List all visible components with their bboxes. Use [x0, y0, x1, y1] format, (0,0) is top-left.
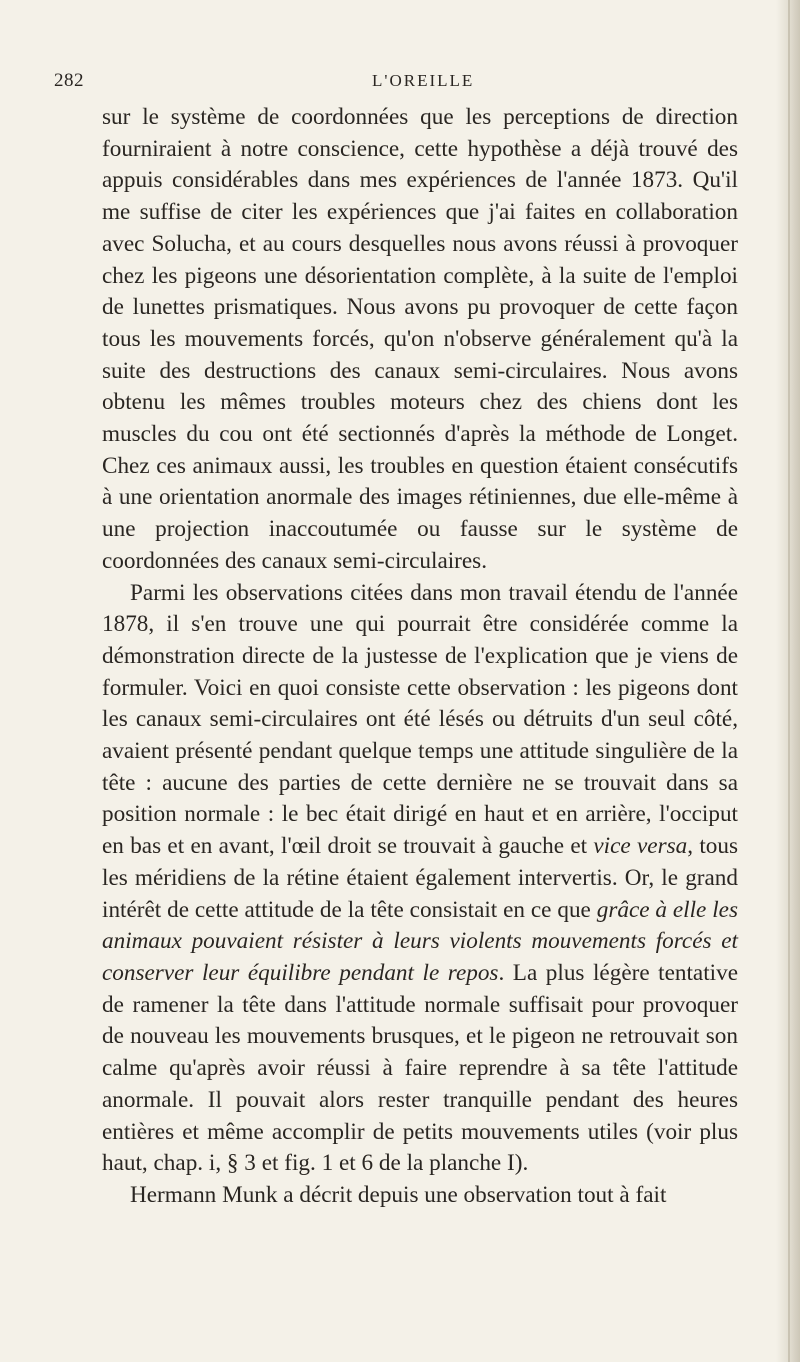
paragraph: [102, 578, 738, 1180]
italic-text-segment: grâce à elle les animaux pouvaient résister à leurs violents mouvements forcés et conserver leur équilibre pendant le repos: [102, 896, 738, 986]
text-segment: sur le système de coordonnées que les perceptions de direction fourniraient à notre conscience, cette hypothèse a déjà trouvé des appuis considérables dans mes expériences de l'année 1873. Qu'il me suffise de citer les expériences que j'ai faites en collaboration avec Solucha, et au cours desquelles nous avons réussi à provoquer chez les pigeons une désorientation complète, à la suite de l'emploi de lunettes prismatiques. Nous avons pu provoquer de cette façon tous les mouvements forcés, qu'on n'observe généralement qu'à la suite des destructions des canaux semi-circulaires. Nous avons obtenu les mêmes troubles moteurs chez des chiens dont les muscles du cou ont été sectionnés d'après la méthode de Longet. Chez ces animaux aussi, les troubles en question étaient consécutifs à une orientation anormale des images rétiniennes, due elle-même à une projection inaccoutumée ou fausse sur le système de coordonnées des canaux semi-circulaires.: [102, 104, 738, 574]
text-segment: . La plus légère tentative de ramener la tête dans l'attitude normale suffisait pour provoquer de nouveau les mouvements brusques, et le pigeon ne retrouvait son calme qu'après avoir réussi à faire reprendre à sa tête l'attitude anormale. Il pouvait alors rester tranquille pendant des heures entières et même accomplir de petits mouvements utiles (voir plus haut, chap. i, § 3 et fig. 1 et 6 de la planche I).: [102, 959, 738, 1177]
body-text: [102, 102, 738, 1212]
paragraph: [102, 1180, 738, 1212]
page-edge: [788, 0, 790, 1362]
text-segment: Hermann Munk a décrit depuis une observation tout à fait: [130, 1181, 667, 1208]
text-segment: Parmi les observations citées dans mon travail étendu de l'année 1878, il s'en trouve une qui pourrait être considérée comme la démonstration directe de la justesse de l'explication que je viens de formuler. Voici en quoi consiste cette observation : les pigeons dont les canaux semi-circulaires ont été lésés ou détruits d'un seul côté, avaient présenté pendant quelque temps une attitude singulière de la tête : aucune des parties de cette dernière ne se trouvait dans sa position normale : le bec était dirigé en haut et en arrière, l'occiput en bas et en avant, l'œil droit se trouvait à gauche et: [102, 579, 738, 860]
running-title: L'OREILLE: [372, 71, 475, 90]
italic-text-segment: vice versa: [593, 833, 688, 860]
page-number: 282: [54, 70, 84, 91]
text-segment: , tous les méridiens de la rétine étaient également intervertis. Or, le grand intérêt de cette attitude de la tête consistait en ce que: [102, 833, 738, 923]
paragraph: [102, 102, 738, 578]
page-header: [54, 70, 734, 96]
